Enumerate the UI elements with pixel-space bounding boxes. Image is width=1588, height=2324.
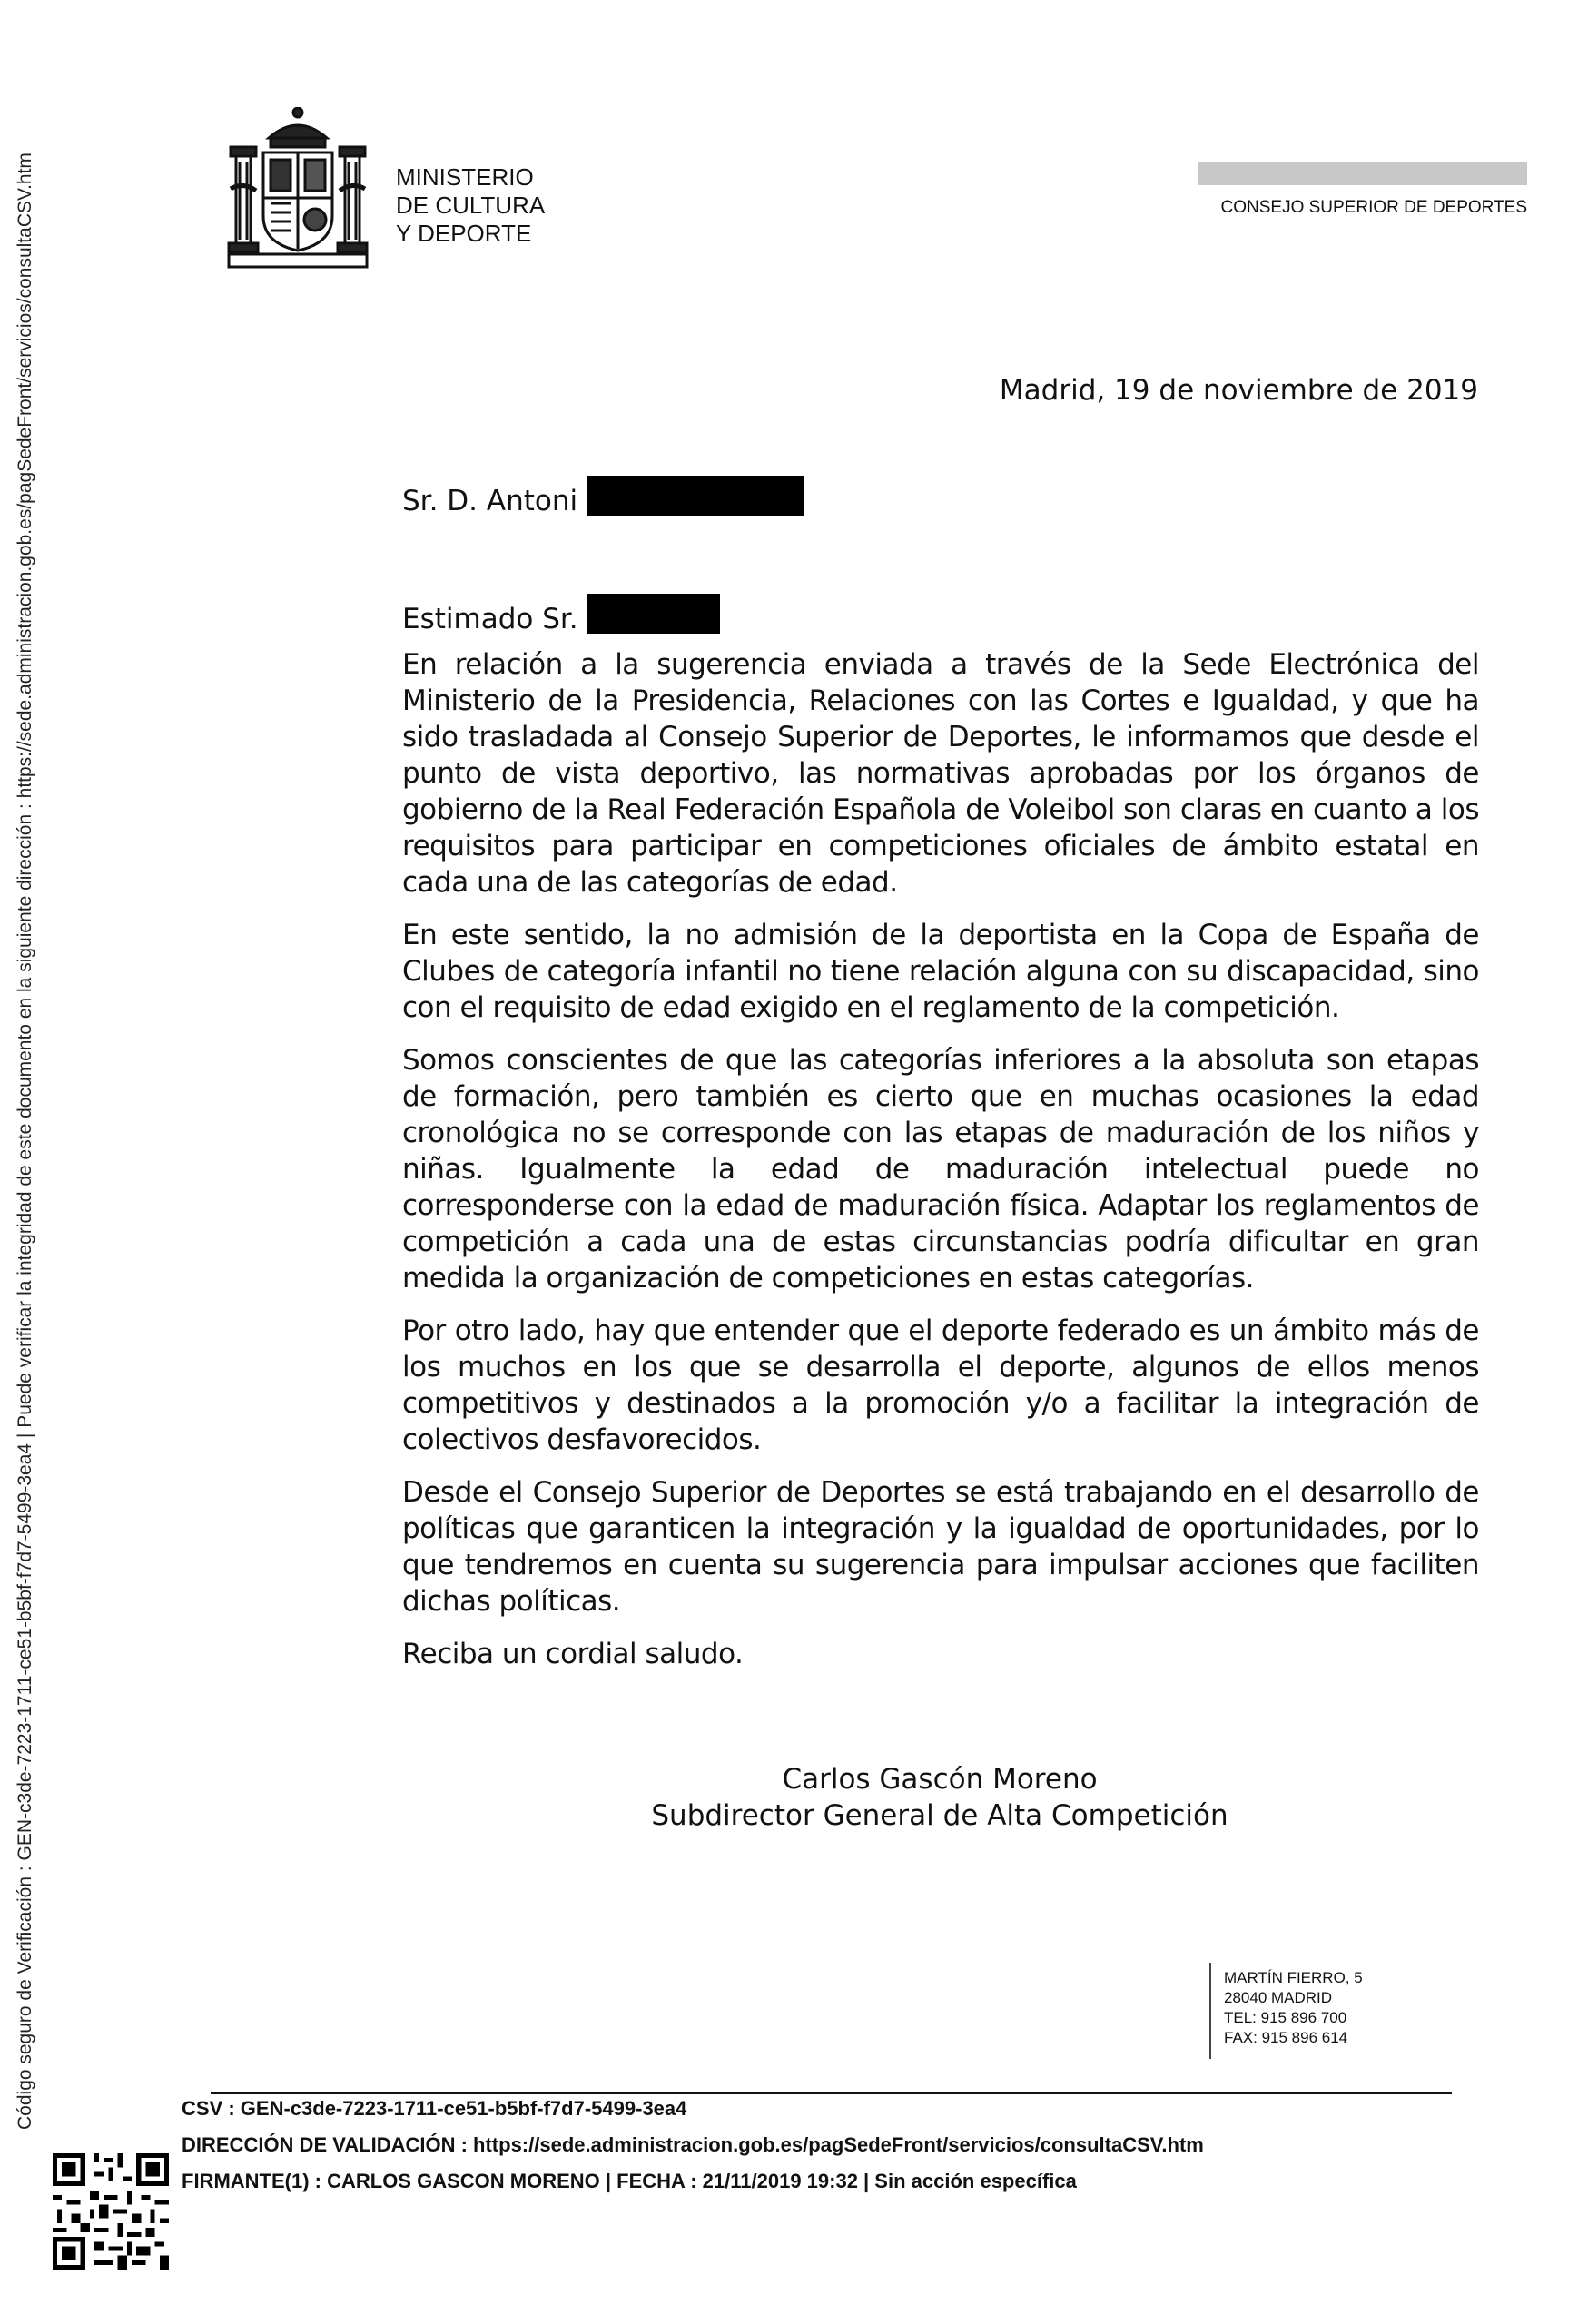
csv-code: CSV : GEN-c3de-7223-1711-ce51-b5bf-f7d7-5499-3ea4 (182, 2097, 687, 2120)
qr-code (53, 2153, 169, 2270)
signer-info: FIRMANTE(1) : CARLOS GASCON MORENO | FECHA : 21/11/2019 19:32 | Sin acción específica (182, 2170, 1077, 2192)
office-address (1224, 1968, 1363, 2048)
ministry-line: DE CULTURA (396, 192, 546, 219)
coat-of-arms-logo (225, 107, 370, 272)
footer-rule (211, 2092, 1452, 2094)
signer-title: Subdirector General de Alta Competición (651, 1799, 1228, 1832)
recipient-name: Sr. D. Antoni (402, 485, 578, 517)
verification-side-text: Código seguro de Verificación : GEN-c3de-7223-1711-ce51-b5bf-f7d7-5499-3ea4 | Puede verificar la integridad de este documento en la siguiente dirección : https://sede.administracion.gob.es/pagSedeFront/servicios/consultaCSV.htm (15, 153, 35, 2130)
validation-url: DIRECCIÓN DE VALIDACIÓN : https://sede.administracion.gob.es/pagSedeFront/servicios/consultaCSV.htm (182, 2133, 1204, 2156)
council-name: CONSEJO SUPERIOR DE DEPORTES (1220, 198, 1527, 217)
body-paragraph: Desde el Consejo Superior de Deportes se está trabajando en el desarrollo de políticas que garanticen la integración y la igualdad de oportunidades, por lo que tendremos en cuenta su sugerencia para impulsar acciones que faciliten dichas políticas. (402, 1476, 1479, 1618)
ministry-name (396, 163, 632, 248)
ministry-line: MINISTERIO (396, 163, 534, 191)
address-divider (1209, 1963, 1211, 2059)
letter-body (402, 646, 1479, 1689)
redaction-box (587, 476, 804, 516)
redaction-box (587, 594, 720, 634)
signer-name: Carlos Gascón Moreno (782, 1763, 1098, 1796)
letter-date: Madrid, 19 de noviembre de 2019 (999, 374, 1478, 407)
body-paragraph: Somos conscientes de que las categorías inferiores a la absoluta son etapas de formación, pero también es cierto que en muchas ocasiones la edad cronológica no se corresponde con las etapas de maduración de los niños y niñas. Igualmente la edad de maduración intelectual puede no corresponderse con la edad de maduración física. Adaptar los reglamentos de competición a cada una de estas circunstancias podría dificultar en gran medida la organización de competiciones en estas categorías. (402, 1044, 1479, 1295)
address-line: 28040 MADRID (1224, 1989, 1333, 2006)
header-grey-bar (1198, 162, 1527, 185)
signature-block (636, 1761, 1244, 1834)
address-line: FAX: 915 896 614 (1224, 2029, 1348, 2046)
greeting-text: Estimado Sr. (402, 603, 578, 635)
address-line: TEL: 915 896 700 (1224, 2009, 1347, 2026)
body-paragraph: En este sentido, la no admisión de la deportista en la Copa de España de Clubes de categoría infantil no tiene relación alguna con su discapacidad, sino con el requisito de edad exigido en el reglamento de la competición. (402, 919, 1479, 1024)
body-paragraph: En relación a la sugerencia enviada a través de la Sede Electrónica del Ministerio de la Presidencia, Relaciones con las Cortes e Igualdad, y que ha sido trasladada al Consejo Superior de Deportes, le informamos que desde el punto de vista deportivo, las normativas aprobadas por los órganos de gobierno de la Real Federación Española de Voleibol son claras en cuanto a los requisitos para participar en competiciones oficiales de ámbito estatal en cada una de las categorías de edad. (402, 648, 1479, 899)
recipient-line (402, 476, 804, 517)
ministry-line: Y DEPORTE (396, 220, 532, 247)
address-line: MARTÍN FIERRO, 5 (1224, 1969, 1363, 1986)
closing-paragraph: Reciba un cordial saludo. (402, 1638, 744, 1670)
greeting-line (402, 594, 720, 635)
body-paragraph: Por otro lado, hay que entender que el deporte federado es un ámbito más de los muchos en los que se desarrolla el deporte, algunos de ellos menos competitivos y destinados a la promoción y/o a facilitar la integración de colectivos desfavorecidos. (402, 1315, 1479, 1456)
